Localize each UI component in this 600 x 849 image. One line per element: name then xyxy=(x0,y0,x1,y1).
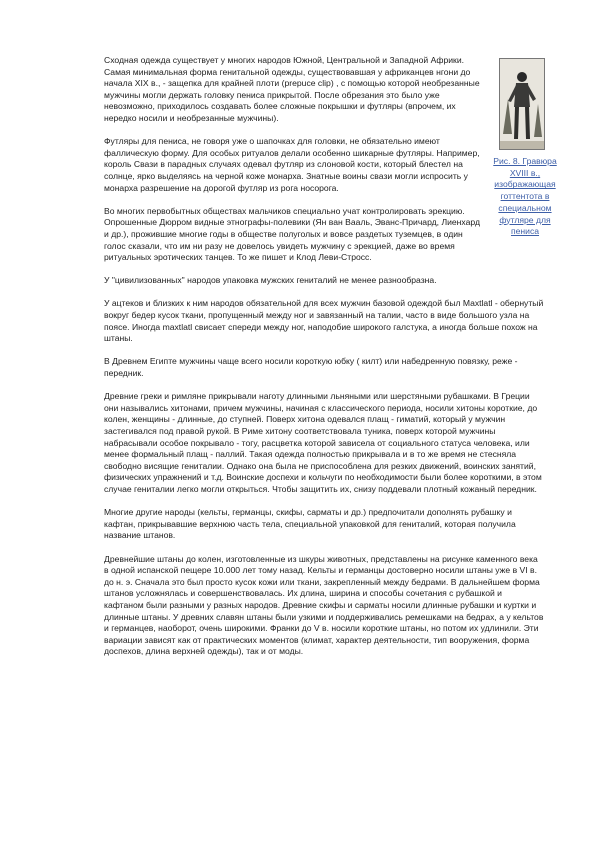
engraving-image[interactable] xyxy=(499,58,545,150)
paragraph-7: Древние греки и римляне прикрывали наготу длинными льняными или шерстяными рубашками. В Греции они назывались хитонами, причем мужчины, начиная с классического периода, носили хитоны короткие, до колен, женщины - длинные, до ступней. Поверх хитона одевался плащ - гиматий, который у мужчин застегивался под правой рукой. В Риме хитону соответствовала туника, поверх которой мужчины набрасывали особое покрывало - тогу, расцветка которой зависела от социального статуса человека, или менее формальный плащ - паллий. Такая одежда полностью прикрывала и в то же время не стесняла свободно висящие гениталии. Однако она была не приспособлена для резких движений, воинских занятий, физических упражнений и т.д. Воинские доспехи и кольчуги по необходимости были более короткими, в этом случае гениталии легко могли открыться. Чтобы защитить их, снизу поддевали плотный кожаный передник. xyxy=(104,391,542,494)
paragraph-4: У "цивилизованных" народов упаковка мужских гениталий не менее разнообразна. xyxy=(104,275,437,286)
paragraph-9: Древнейшие штаны до колен, изготовленные из шкуры животных, представлены на рисунке каменного века в одной испанской пещере 10.000 лет тому назад. Кельты и германцы достоверно носили штаны уже в VI в. до н. э. Сначала это был просто кусок кожи или ткани, закрепленный между бедрами. В дальнейшем форма штанов усложнялась и совершенствовалась. Их длина, ширина и способы сочетания с рубашкой и кафтаном были разными у разных народов. Древние скифы и сарматы носили длинные рубашки и куртки и длинные штаны. У древних славян штаны были узкими и поддерживались ремешками на бедрах, а у кельтов и германцев, наоборот, очень широкими. Франки до V в. носили короткие штаны, но потом их удлинили. Эти вариации зависят как от практических моментов (климат, характер деятельности, тип вооружения, форма доспехов, длина верхней одежды), так и от моды. xyxy=(104,553,544,657)
figure xyxy=(488,58,562,238)
paragraph-5: У ацтеков и близких к ним народов обязательной для всех мужчин базовой одеждой был Maxtlatl - обернутый вокруг бедер кусок ткани, пропущенный между ног и завязанный на талии, часто в виде большого узла на поясе. Иногда maxtlatl свисает спереди между ног, наподобие широкого галстука, а иногда больше похож на штаны. xyxy=(104,298,544,344)
paragraph-8: Многие другие народы (кельты, германцы, скифы, сарматы и др.) предпочитали дополнять рубашку и кафтан, прикрывавшие верхнюю часть тела, специальной упаковкой для гениталий, которая получила название штанов. xyxy=(104,507,516,541)
paragraph-1: Сходная одежда существует у многих народов Южной, Центральной и Западной Африки. Самая минимальная форма генитальной одежды, существовавшая у африканцев нгони до начала XIX в., - защепка для крайней плоти (prepuce clip) , с помощью которой необрезанные мужчины могли держать головку пениса прикрытой. После обрезания это было уже невозможно, приходилось создавать более сложные покрышки и футляры (впрочем, их нередко носили и необрезанные мужчины). xyxy=(104,55,480,123)
figure-caption[interactable]: Рис. 8. Гравюра XVIII в., изображающая готтентота в специальном футляре для пениса xyxy=(493,156,557,237)
paragraph-6: В Древнем Египте мужчины чаще всего носили короткую юбку ( килт) или набедренную повязку, реже - передник. xyxy=(104,356,518,379)
paragraph-2: Футляры для пениса, не говоря уже о шапочках для головки, не обязательно имеют фаллическую форму. Для особых ритуалов делали особенно шикарные футляры. Например, король Свази в парадных случаях одевал футляр из слоновой кости, который блестел на солнце, ярко выделяясь на черной коже монарха. Знатные воины свази могли испросить у монарха разрешение на дорогой футляр из рога носорога. xyxy=(104,136,480,193)
paragraph-3: Во многих первобытных обществах мальчиков специально учат контролировать эрекцию. Опрошенные Дюрром видные этнографы-полевики (Ян ван Вааль, Эванс-Причард, Лиенхард и др.), прожившие многие годы в обществе полуголых и вовсе раздетых туземцев, в один голос сказали, что им ни разу не довелось увидеть мужчину с эрекцией, даже во время ритуальных эротических танцев. То же пишет и Клод Леви-Стросс. xyxy=(104,205,480,263)
engraving-illustration xyxy=(500,59,544,149)
